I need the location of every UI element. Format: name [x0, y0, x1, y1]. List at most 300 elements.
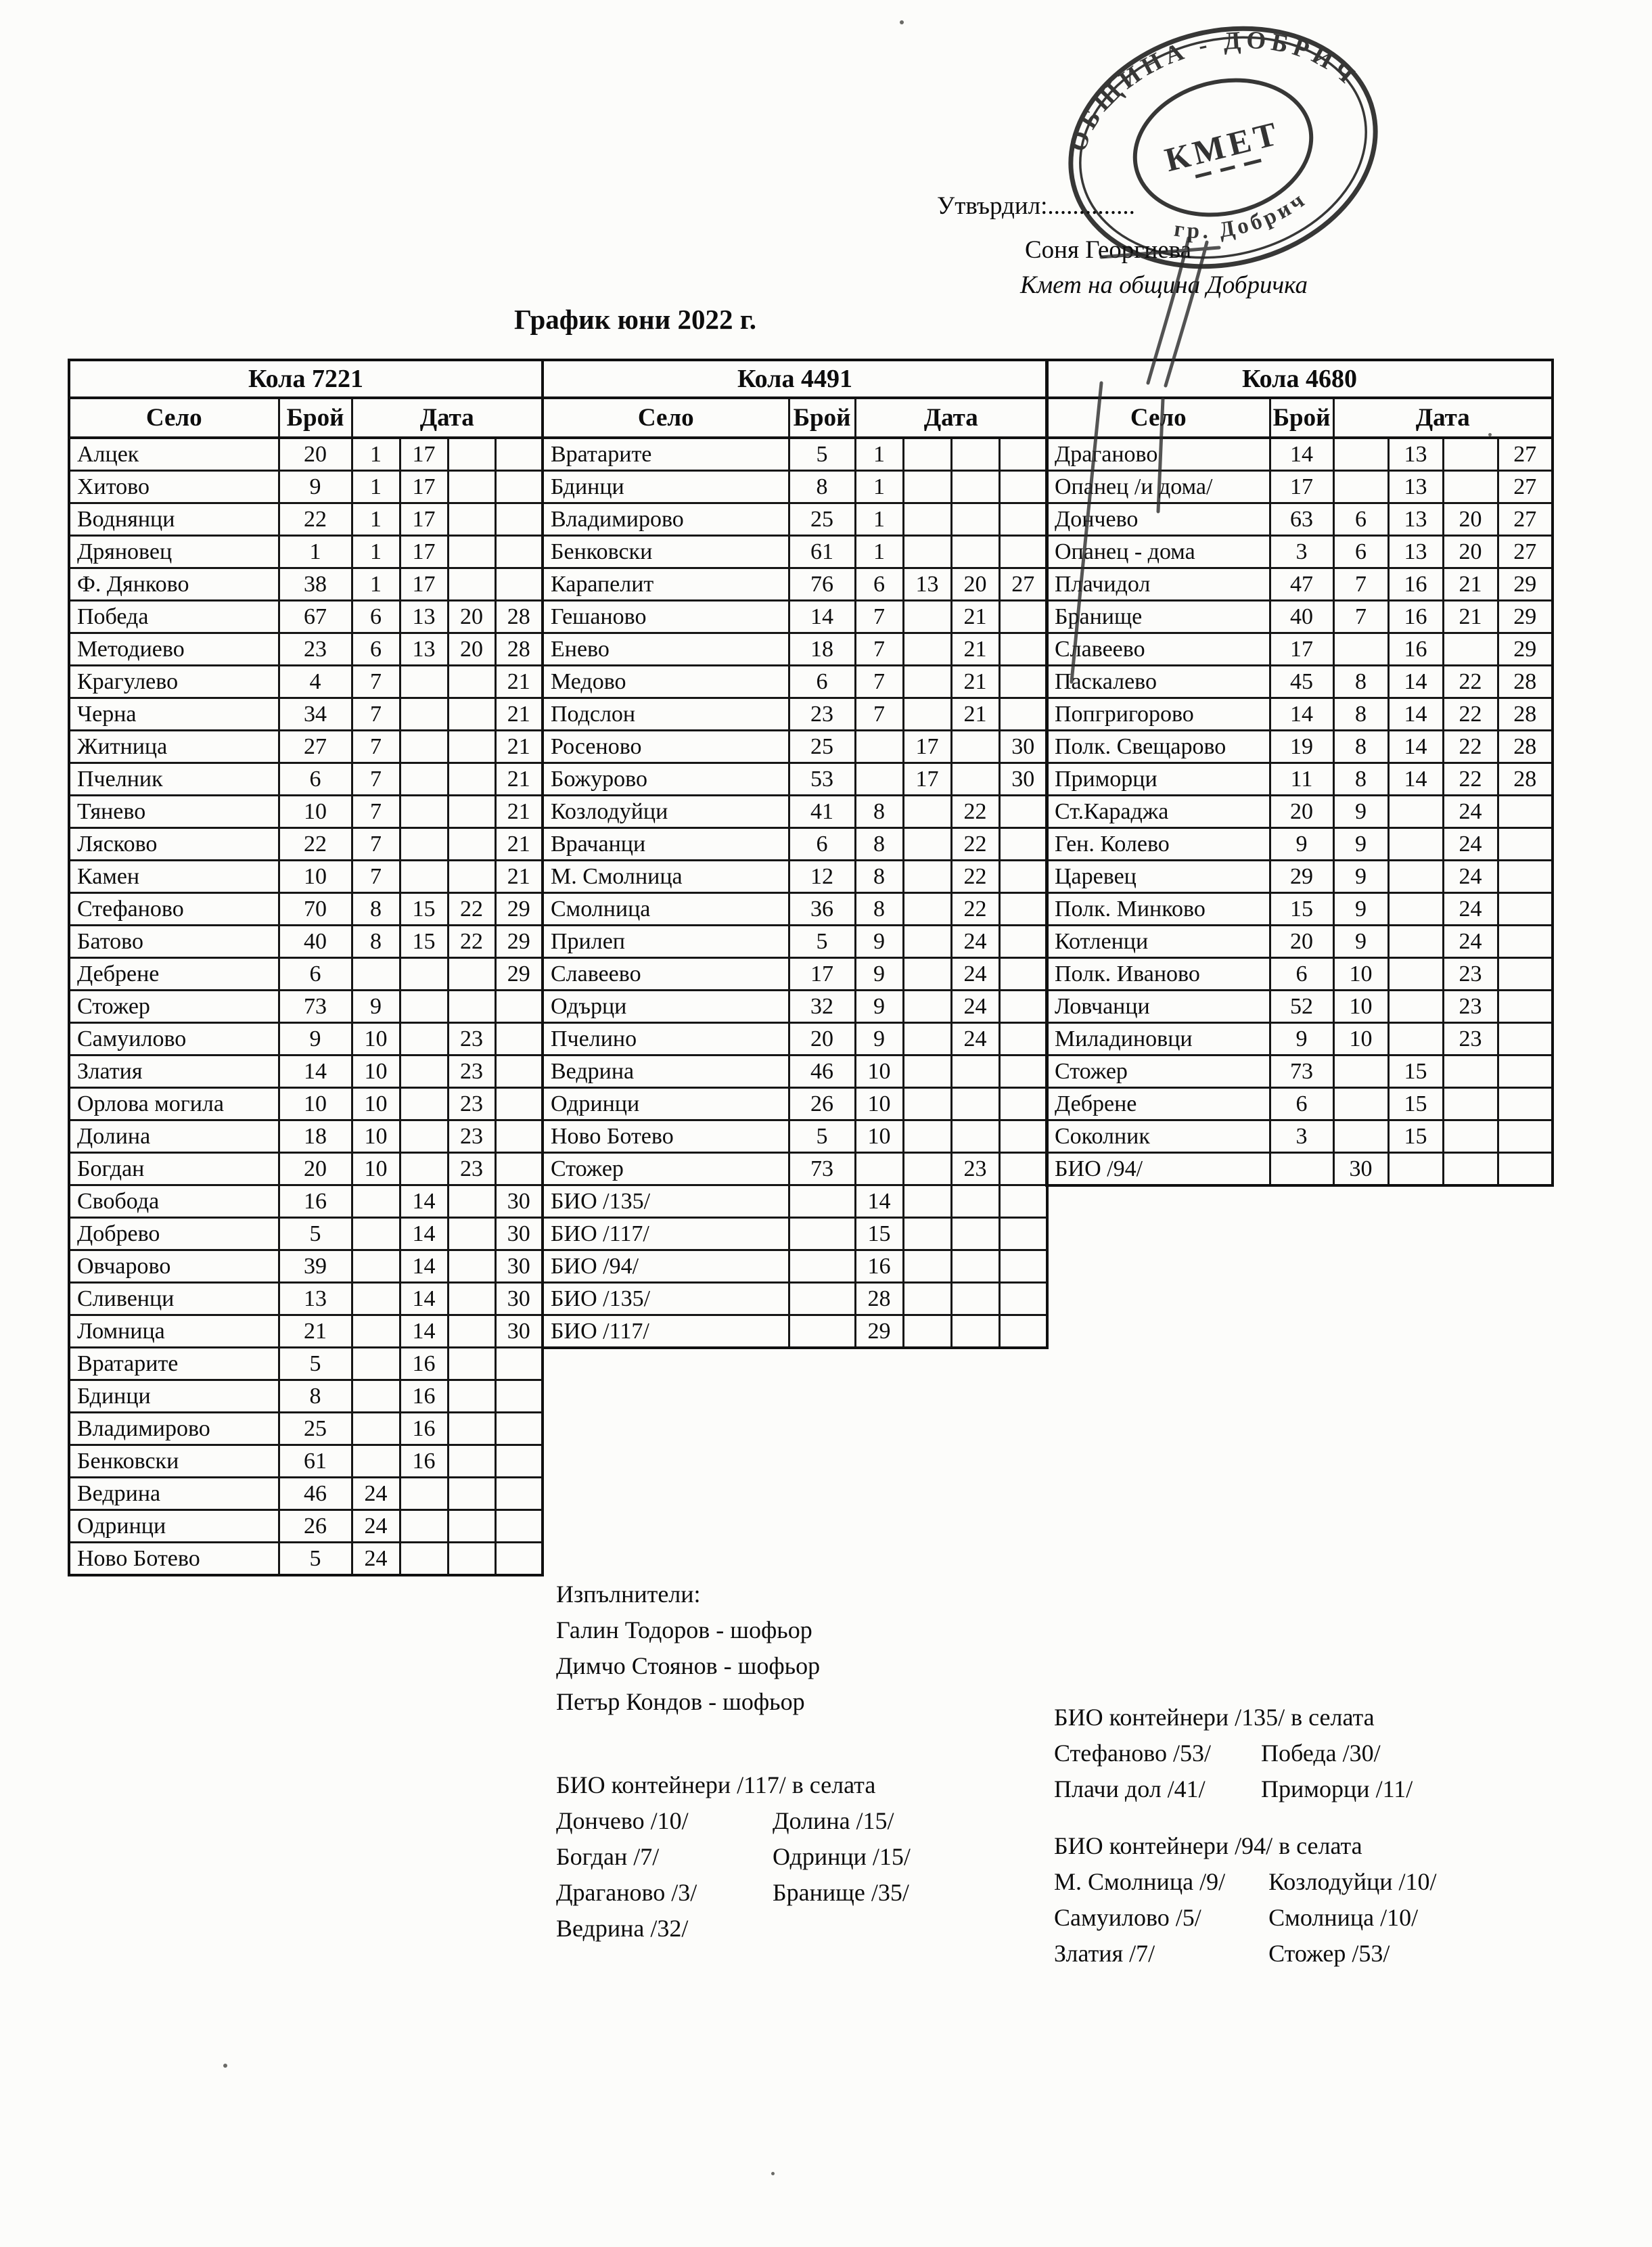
date-cell: 14: [1388, 698, 1443, 731]
count-cell: 14: [279, 1056, 352, 1088]
date-cell: [1333, 1056, 1388, 1088]
date-cell: 7: [352, 796, 400, 828]
date-cell: 29: [495, 893, 543, 926]
count-cell: 17: [789, 958, 855, 991]
date-cell: 16: [400, 1380, 448, 1413]
table-row: [1047, 633, 1553, 666]
count-cell: 27: [279, 731, 352, 763]
date-cell: 20: [448, 633, 495, 666]
date-cell: [448, 698, 495, 731]
table-row: [69, 861, 543, 893]
date-cell: 7: [855, 633, 903, 666]
village-cell: Ст.Караджа: [1047, 796, 1270, 828]
village-cell: БИО /94/: [1047, 1153, 1270, 1186]
bio-item: Ведрина /32/: [556, 1915, 689, 1942]
table-title: Кола 7221: [69, 360, 543, 398]
date-cell: [1388, 991, 1443, 1023]
table-row: [1047, 568, 1553, 601]
bio-item: Златия /7/: [1054, 1940, 1155, 1967]
date-cell: 23: [448, 1056, 495, 1088]
date-cell: 10: [855, 1088, 903, 1120]
table-row: [69, 568, 543, 601]
count-cell: 25: [789, 731, 855, 763]
date-cell: [903, 926, 951, 958]
date-cell: 10: [855, 1120, 903, 1153]
date-cell: 15: [400, 926, 448, 958]
date-cell: 14: [400, 1185, 448, 1218]
table-row: [69, 763, 543, 796]
date-cell: 15: [1388, 1088, 1443, 1120]
date-cell: [951, 471, 999, 503]
village-cell: БИО /135/: [543, 1283, 789, 1315]
date-cell: [400, 861, 448, 893]
date-cell: [352, 1185, 400, 1218]
date-cell: [1443, 1153, 1498, 1186]
date-cell: 10: [352, 1023, 400, 1056]
date-cell: 21: [951, 633, 999, 666]
count-cell: 25: [789, 503, 855, 536]
village-cell: Хитово: [69, 471, 279, 503]
table-row: [69, 438, 543, 471]
date-cell: [495, 1543, 543, 1576]
table-row: [69, 1413, 543, 1445]
bio-item: Самуилово /5/: [1054, 1904, 1201, 1931]
date-cell: [495, 1510, 543, 1543]
date-cell: 24: [951, 991, 999, 1023]
village-cell: Бдинци: [543, 471, 789, 503]
date-cell: [999, 1315, 1047, 1348]
table-row: [543, 601, 1047, 633]
date-cell: 21: [495, 796, 543, 828]
bio-section-94: [1054, 1828, 1438, 1972]
village-cell: БИО /94/: [543, 1250, 789, 1283]
scan-speck: [223, 2064, 227, 2068]
date-cell: [1443, 1088, 1498, 1120]
date-cell: 30: [495, 1185, 543, 1218]
bio-item: Смолница /10/: [1268, 1904, 1419, 1931]
bio-section-heading: БИО контейнери /94/ в селата: [1054, 1832, 1362, 1859]
village-cell: М. Смолница: [543, 861, 789, 893]
date-cell: [903, 1218, 951, 1250]
date-cell: [1443, 438, 1498, 471]
date-cell: 21: [495, 731, 543, 763]
date-cell: [400, 1056, 448, 1088]
village-cell: Подслон: [543, 698, 789, 731]
date-cell: 9: [1333, 926, 1388, 958]
count-cell: 9: [1270, 1023, 1333, 1056]
date-cell: 14: [400, 1315, 448, 1348]
village-cell: Богдан: [69, 1153, 279, 1185]
village-cell: Самуилово: [69, 1023, 279, 1056]
count-cell: 9: [279, 471, 352, 503]
bio-section-135: [1054, 1700, 1430, 1807]
count-cell: 19: [1270, 731, 1333, 763]
date-cell: 1: [352, 568, 400, 601]
date-cell: [448, 503, 495, 536]
table-row: [1047, 601, 1553, 633]
count-cell: [789, 1250, 855, 1283]
village-cell: Пчелино: [543, 1023, 789, 1056]
date-cell: [448, 1315, 495, 1348]
date-cell: [495, 991, 543, 1023]
table-row: [1047, 503, 1553, 536]
table-row: [69, 828, 543, 861]
date-cell: 17: [400, 438, 448, 471]
count-cell: 25: [279, 1413, 352, 1445]
date-cell: [999, 926, 1047, 958]
date-cell: [448, 828, 495, 861]
count-cell: 5: [789, 926, 855, 958]
date-cell: 7: [855, 601, 903, 633]
bio-item: Богдан /7/: [556, 1843, 660, 1870]
date-cell: 16: [1388, 568, 1443, 601]
date-cell: [903, 1250, 951, 1283]
bio-item: М. Смолница /9/: [1054, 1868, 1226, 1895]
village-cell: Врачанци: [543, 828, 789, 861]
date-cell: [903, 503, 951, 536]
table-row: [543, 666, 1047, 698]
date-cell: 9: [1333, 893, 1388, 926]
count-cell: 10: [279, 1088, 352, 1120]
date-cell: 30: [999, 763, 1047, 796]
date-cell: [999, 633, 1047, 666]
table-row: [543, 698, 1047, 731]
table-row: [1047, 893, 1553, 926]
table-row: [69, 1250, 543, 1283]
date-cell: [999, 438, 1047, 471]
date-cell: 28: [1498, 698, 1553, 731]
count-cell: 53: [789, 763, 855, 796]
date-cell: 16: [400, 1413, 448, 1445]
date-cell: 1: [352, 438, 400, 471]
count-cell: 20: [789, 1023, 855, 1056]
date-cell: 8: [352, 926, 400, 958]
date-cell: 8: [1333, 731, 1388, 763]
date-cell: 7: [352, 861, 400, 893]
village-cell: Бенковски: [69, 1445, 279, 1478]
village-cell: Златия: [69, 1056, 279, 1088]
table-row: [69, 666, 543, 698]
table-row: [69, 991, 543, 1023]
table-row: [1047, 763, 1553, 796]
date-cell: [1388, 861, 1443, 893]
date-cell: 8: [352, 893, 400, 926]
date-cell: 30: [495, 1283, 543, 1315]
village-cell: Одърци: [543, 991, 789, 1023]
count-cell: 29: [1270, 861, 1333, 893]
date-cell: 29: [1498, 633, 1553, 666]
bio-item: Плачи дол /41/: [1054, 1775, 1206, 1802]
date-cell: 20: [1443, 503, 1498, 536]
village-cell: Прилеп: [543, 926, 789, 958]
count-cell: 5: [279, 1348, 352, 1380]
date-cell: 10: [1333, 958, 1388, 991]
date-cell: 9: [855, 991, 903, 1023]
date-cell: [951, 1056, 999, 1088]
count-cell: [1270, 1153, 1333, 1186]
date-cell: 21: [495, 861, 543, 893]
date-cell: [951, 536, 999, 568]
table-row: [1047, 698, 1553, 731]
date-cell: 22: [951, 828, 999, 861]
table-row: [1047, 536, 1553, 568]
date-cell: [448, 763, 495, 796]
date-cell: [1388, 1023, 1443, 1056]
date-cell: 7: [855, 666, 903, 698]
date-cell: 9: [855, 958, 903, 991]
date-cell: 20: [951, 568, 999, 601]
date-cell: [951, 1218, 999, 1250]
village-cell: Крагулево: [69, 666, 279, 698]
count-cell: 13: [279, 1283, 352, 1315]
date-cell: 13: [400, 633, 448, 666]
village-cell: Пчелник: [69, 763, 279, 796]
date-cell: 24: [1443, 828, 1498, 861]
date-cell: [448, 1413, 495, 1445]
date-cell: 10: [352, 1088, 400, 1120]
village-cell: Ловчанци: [1047, 991, 1270, 1023]
village-cell: Плачидол: [1047, 568, 1270, 601]
date-cell: [999, 1250, 1047, 1283]
date-cell: 23: [448, 1120, 495, 1153]
count-cell: 18: [279, 1120, 352, 1153]
date-cell: [1498, 1088, 1553, 1120]
count-cell: [789, 1315, 855, 1348]
date-cell: [903, 601, 951, 633]
date-cell: [1333, 471, 1388, 503]
date-cell: 28: [1498, 731, 1553, 763]
table-row: [543, 1153, 1047, 1185]
date-cell: 27: [1498, 471, 1553, 503]
date-cell: 22: [448, 893, 495, 926]
date-cell: [903, 893, 951, 926]
date-cell: [495, 536, 543, 568]
village-cell: Царевец: [1047, 861, 1270, 893]
date-cell: [400, 991, 448, 1023]
count-cell: 61: [279, 1445, 352, 1478]
date-cell: 21: [495, 666, 543, 698]
table-row: [69, 1120, 543, 1153]
date-cell: [400, 958, 448, 991]
table-row: [543, 1185, 1047, 1218]
count-cell: 9: [1270, 828, 1333, 861]
date-cell: 16: [400, 1348, 448, 1380]
date-cell: [903, 666, 951, 698]
table-row: [69, 1543, 543, 1576]
schedule-table-kola-4680: [1045, 359, 1554, 1187]
village-cell: Бдинци: [69, 1380, 279, 1413]
date-cell: [495, 1380, 543, 1413]
date-cell: 14: [1388, 731, 1443, 763]
table-row: [543, 1056, 1047, 1088]
count-cell: 20: [279, 438, 352, 471]
village-cell: Попгригорово: [1047, 698, 1270, 731]
count-cell: 17: [1270, 633, 1333, 666]
date-cell: [855, 763, 903, 796]
table-row: [69, 1023, 543, 1056]
date-cell: [448, 861, 495, 893]
date-cell: [400, 828, 448, 861]
date-cell: 6: [855, 568, 903, 601]
date-cell: [1498, 1056, 1553, 1088]
count-cell: 3: [1270, 536, 1333, 568]
date-cell: 22: [951, 893, 999, 926]
count-cell: 70: [279, 893, 352, 926]
date-cell: [999, 471, 1047, 503]
col-header-date: Дата: [352, 398, 543, 438]
date-cell: 22: [1443, 666, 1498, 698]
date-cell: 10: [855, 1056, 903, 1088]
village-cell: Ново Ботево: [543, 1120, 789, 1153]
date-cell: [495, 1153, 543, 1185]
date-cell: [495, 471, 543, 503]
date-cell: 21: [1443, 568, 1498, 601]
date-cell: 8: [855, 861, 903, 893]
village-cell: Росеново: [543, 731, 789, 763]
date-cell: [1333, 1088, 1388, 1120]
count-cell: 76: [789, 568, 855, 601]
table-row: [543, 731, 1047, 763]
date-cell: 16: [855, 1250, 903, 1283]
date-cell: [448, 1185, 495, 1218]
date-cell: [999, 1185, 1047, 1218]
approver-name: Соня Георгиева: [1025, 236, 1192, 264]
date-cell: 30: [495, 1218, 543, 1250]
count-cell: 67: [279, 601, 352, 633]
village-cell: БИО /117/: [543, 1218, 789, 1250]
village-cell: Опанец - дома: [1047, 536, 1270, 568]
date-cell: [400, 763, 448, 796]
table-row: [69, 698, 543, 731]
executor-item: Петър Кондов - шофьор: [556, 1688, 805, 1715]
count-cell: 41: [789, 796, 855, 828]
date-cell: [352, 1413, 400, 1445]
date-cell: 9: [855, 926, 903, 958]
date-cell: [1388, 893, 1443, 926]
stamp-ring-bottom-text: гр. Добрич: [1172, 186, 1312, 244]
count-cell: 8: [789, 471, 855, 503]
village-cell: Воднянци: [69, 503, 279, 536]
date-cell: 22: [448, 926, 495, 958]
date-cell: 30: [495, 1315, 543, 1348]
scan-speck: [900, 20, 904, 24]
date-cell: 22: [1443, 698, 1498, 731]
village-cell: Приморци: [1047, 763, 1270, 796]
bio-item: Долина /15/: [773, 1807, 894, 1834]
village-cell: Ломница: [69, 1315, 279, 1348]
date-cell: [400, 1088, 448, 1120]
table-row: [69, 536, 543, 568]
date-cell: 27: [1498, 536, 1553, 568]
date-cell: 15: [400, 893, 448, 926]
village-cell: Владимирово: [543, 503, 789, 536]
date-cell: 17: [400, 568, 448, 601]
table-row: [1047, 991, 1553, 1023]
date-cell: [448, 666, 495, 698]
date-cell: [400, 1543, 448, 1576]
count-cell: 5: [789, 1120, 855, 1153]
village-cell: Смолница: [543, 893, 789, 926]
date-cell: [903, 796, 951, 828]
date-cell: 1: [352, 503, 400, 536]
village-cell: Дебрене: [1047, 1088, 1270, 1120]
date-cell: 17: [903, 731, 951, 763]
count-cell: 5: [279, 1543, 352, 1576]
date-cell: [999, 1283, 1047, 1315]
count-cell: 20: [1270, 796, 1333, 828]
village-cell: Сливенци: [69, 1283, 279, 1315]
date-cell: 15: [855, 1218, 903, 1250]
table-row: [1047, 861, 1553, 893]
village-cell: Полк. Свещарово: [1047, 731, 1270, 763]
date-cell: 21: [951, 601, 999, 633]
count-cell: 40: [279, 926, 352, 958]
date-cell: [999, 796, 1047, 828]
date-cell: 6: [1333, 536, 1388, 568]
table-row: [543, 633, 1047, 666]
village-cell: Гешаново: [543, 601, 789, 633]
count-cell: 18: [789, 633, 855, 666]
date-cell: [495, 1413, 543, 1445]
date-cell: [448, 1478, 495, 1510]
scan-speck: [1488, 433, 1492, 436]
date-cell: 24: [951, 1023, 999, 1056]
executor-item: Галин Тодоров - шофьор: [556, 1616, 812, 1643]
date-cell: [999, 698, 1047, 731]
date-cell: [448, 731, 495, 763]
count-cell: [789, 1185, 855, 1218]
date-cell: [1498, 1120, 1553, 1153]
count-cell: 11: [1270, 763, 1333, 796]
count-cell: 26: [789, 1088, 855, 1120]
bio-item: Козлодуйци /10/: [1268, 1868, 1437, 1895]
date-cell: [448, 438, 495, 471]
date-cell: [1443, 1056, 1498, 1088]
date-cell: [495, 1120, 543, 1153]
date-cell: 22: [951, 796, 999, 828]
date-cell: [903, 1120, 951, 1153]
table-row: [69, 1185, 543, 1218]
date-cell: 13: [1388, 438, 1443, 471]
village-cell: Дряновец: [69, 536, 279, 568]
count-cell: 36: [789, 893, 855, 926]
table-row: [69, 1056, 543, 1088]
date-cell: [903, 1315, 951, 1348]
date-cell: 8: [1333, 698, 1388, 731]
date-cell: 9: [1333, 828, 1388, 861]
count-cell: 6: [279, 763, 352, 796]
date-cell: [903, 698, 951, 731]
date-cell: 10: [1333, 1023, 1388, 1056]
date-cell: 23: [448, 1153, 495, 1185]
date-cell: 17: [903, 763, 951, 796]
table-row: [69, 1348, 543, 1380]
date-cell: [495, 1023, 543, 1056]
date-cell: 13: [1388, 471, 1443, 503]
table-row: [543, 1088, 1047, 1120]
bio-item: Драганово /3/: [556, 1879, 697, 1906]
bio-item: Дончево /10/: [556, 1807, 689, 1834]
date-cell: [1498, 1153, 1553, 1186]
date-cell: [855, 1153, 903, 1185]
count-cell: 26: [279, 1510, 352, 1543]
village-cell: Добрево: [69, 1218, 279, 1250]
village-cell: Камен: [69, 861, 279, 893]
date-cell: [951, 503, 999, 536]
date-cell: 10: [352, 1153, 400, 1185]
date-cell: [495, 503, 543, 536]
date-cell: 16: [1388, 601, 1443, 633]
